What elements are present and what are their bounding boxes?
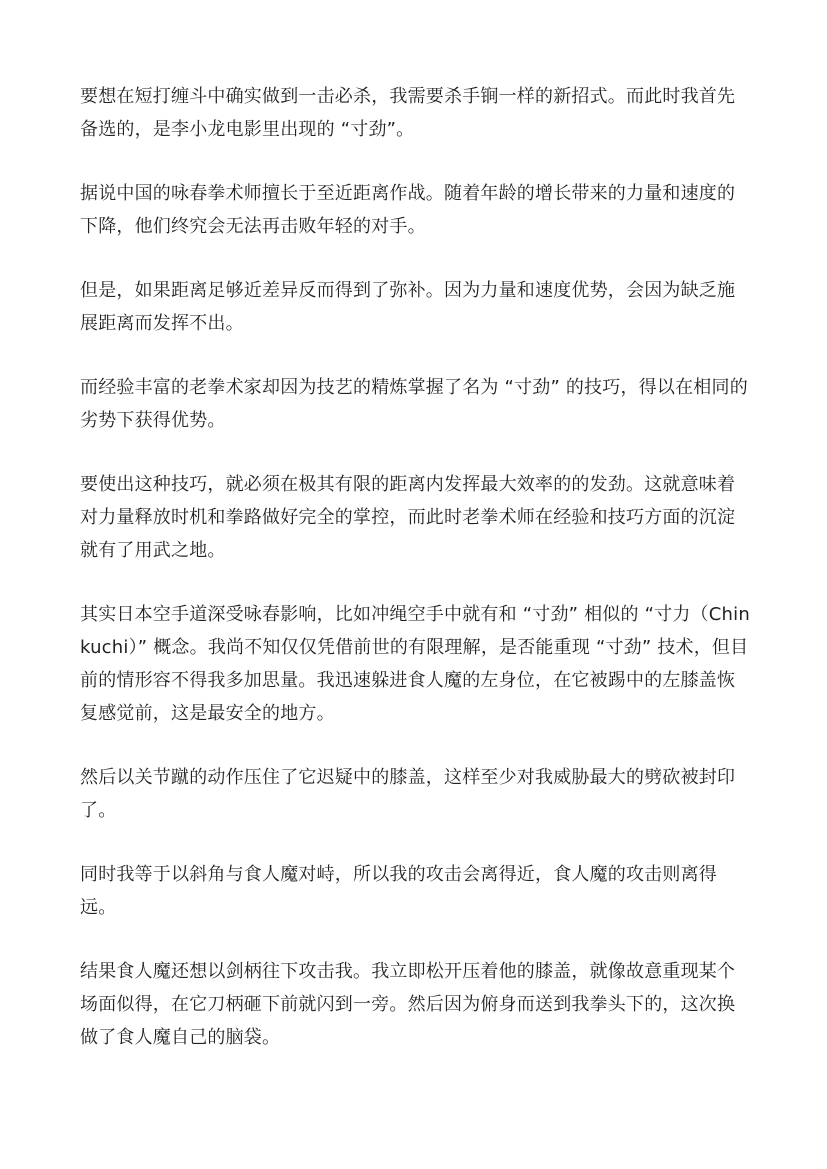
document-body [80,80,750,1085]
paragraph: 结果食人魔还想以剑柄往下攻击我。我立即松开压着他的膝盖，就像故意重现某个场面似得，在它刀柄砸下前就闪到一旁。然后因为俯身而送到我拳头下的，这次换做了食人魔自己的脑袋。 [80,961,736,1048]
paragraph: 而经验丰富的老拳术家却因为技艺的精炼掌握了名为 “寸劲” 的技巧，得以在相同的劣势下获得优势。 [80,377,748,431]
paragraph: 据说中国的咏春拳术师擅长于至近距离作战。随着年龄的增长带来的力量和速度的下降，他们终究会无法再击败年轻的对手。 [80,183,736,237]
paragraph: 其实日本空手道深受咏春影响，比如冲绳空手中就有和 “寸劲” 相似的 “寸力（Chinkuchi）” 概念。我尚不知仅仅凭借前世的有限理解，是否能重现 “寸劲” 技术，但目前的情形容不得我多加思量。我迅速躲进食人魔的左身位，在它被踢中的左膝盖恢复感觉前，这是最安全的地方。 [80,604,750,724]
paragraph: 但是，如果距离足够近差异反而得到了弥补。因为力量和速度优势，会因为缺乏施展距离而发挥不出。 [80,280,736,334]
paragraph: 同时我等于以斜角与食人魔对峙，所以我的攻击会离得近，食人魔的攻击则离得远。 [80,864,717,918]
paragraph: 然后以关节蹴的动作压住了它迟疑中的膝盖，这样至少对我威胁最大的劈砍被封印了。 [80,767,736,821]
paragraph: 要使出这种技巧，就必须在极其有限的距离内发挥最大效率的的发劲。这就意味着对力量释放时机和拳路做好完全的掌控，而此时老拳术师在经验和技巧方面的沉淀就有了用武之地。 [80,474,736,561]
paragraph: 要想在短打缠斗中确实做到一击必杀，我需要杀手锏一样的新招式。而此时我首先备选的，是李小龙电影里出现的 “寸劲”。 [80,86,736,140]
